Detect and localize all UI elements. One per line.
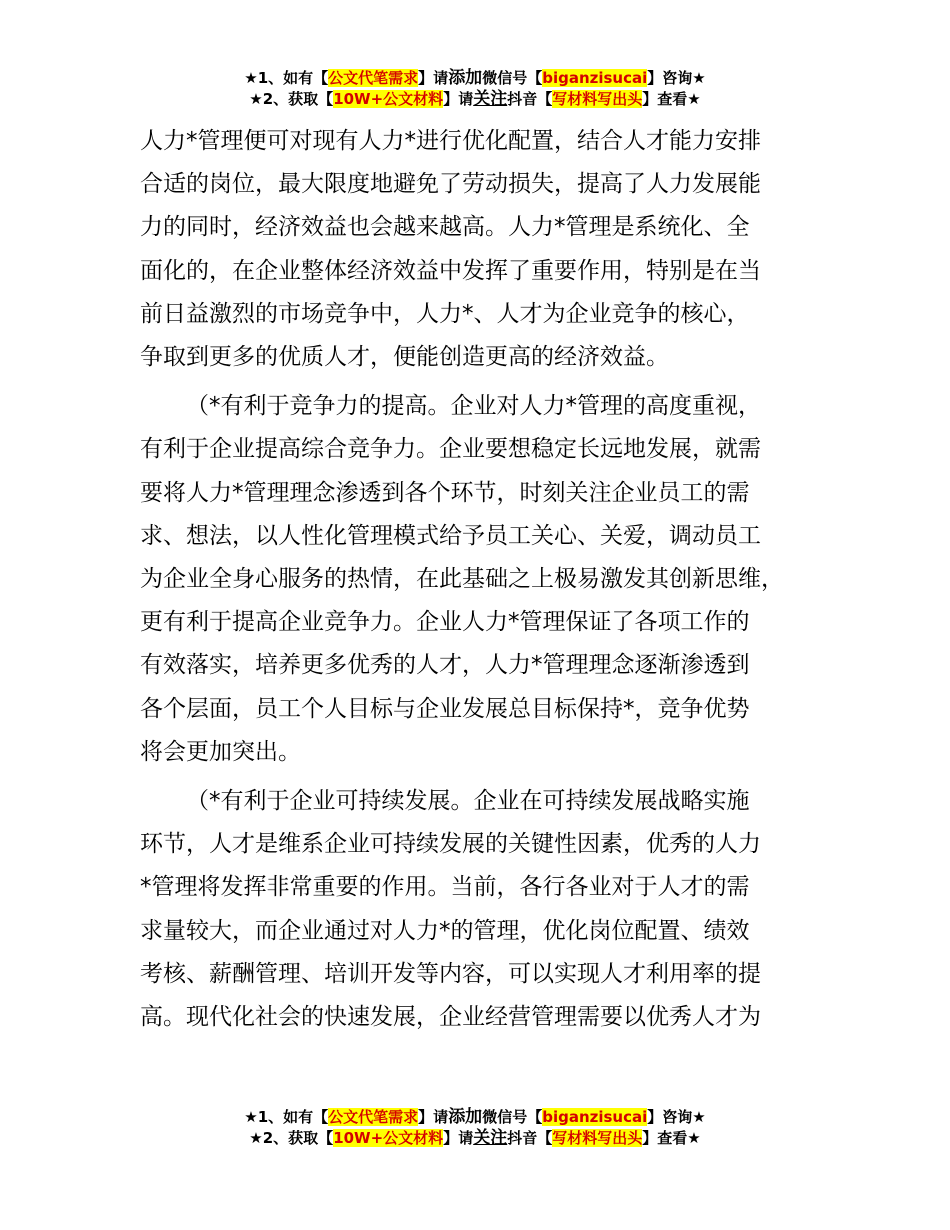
footer-douyin-name: 写材料写出头 (552, 1129, 643, 1147)
header-line-2-emphasis: 关注 (473, 89, 508, 109)
paragraph-2 (140, 385, 820, 774)
footer-line-1-highlight: 公文代笔需求 (328, 1108, 419, 1126)
text-line: （*有利于企业可持续发展。企业在可持续发展战略实施 (186, 788, 750, 815)
text-line: 高。现代化社会的快速发展，企业经营管理需要以优秀人才为 (140, 1004, 761, 1031)
text-line: 有利于企业提高综合竞争力。企业要想稳定长远地发展，就需 (140, 436, 761, 463)
paragraph-1 (140, 120, 820, 379)
text-line: 人力*管理便可对现有人力*进行优化配置，结合人才能力安排 (140, 128, 761, 154)
text-line: 将会更加突出。 (140, 738, 301, 765)
footer-line-2-text: 】请 (443, 1129, 474, 1147)
text-line: *管理将发挥非常重要的作用。当前，各行各业对于人才的需 (140, 874, 750, 901)
header-line-1-suffix: 】咨询★ (647, 69, 706, 87)
text-line: 要将人力*管理理念渗透到各个环节，时刻关注企业员工的需 (140, 479, 750, 506)
text-line: 面化的，在企业整体经济效益中发挥了重要作用，特别是在当 (140, 257, 761, 284)
text-line: 各个层面，员工个人目标与企业发展总目标保持*，竞争优势 (140, 695, 750, 722)
footer-wechat-id: biganzisucai (542, 1108, 648, 1126)
header-banner (0, 68, 950, 110)
header-line-1-prefix: ★1、如有【 (244, 69, 329, 87)
text-line: 有效落实，培养更多优秀的人才，人力*管理理念逐渐渗透到 (140, 652, 750, 679)
text-line: 求量较大，而企业通过对人力*的管理，优化岗位配置、绩效 (140, 917, 750, 944)
header-line-2-text-2: 抖音【 (507, 90, 553, 108)
header-line-2 (0, 89, 950, 110)
header-line-1-emphasis: 添加 (448, 68, 483, 88)
header-line-2-prefix: ★2、获取【 (249, 90, 334, 108)
text-line: 力的同时，经济效益也会越来越高。人力*管理是系统化、全 (140, 214, 750, 241)
text-line: 合适的岗位，最大限度地避免了劳动损失，提高了人力发展能 (140, 171, 761, 198)
footer-line-1-text: 】请 (418, 1108, 449, 1126)
header-line-2-highlight: 10W+公文材料 (333, 90, 444, 108)
text-line: 环节，人才是维系企业可持续发展的关键性因素，优秀的人力 (140, 831, 761, 858)
header-wechat-id: biganzisucai (542, 69, 648, 87)
header-line-1-text-2: 微信号【 (482, 69, 543, 87)
footer-line-1-suffix: 】咨询★ (647, 1108, 706, 1126)
footer-line-1 (0, 1107, 950, 1128)
text-line: 前日益激烈的市场竞争中，人力*、人才为企业竞争的核心， (140, 300, 750, 327)
text-line: （*有利于竞争力的提高。企业对人力*管理的高度重视， (186, 393, 761, 420)
header-line-2-suffix: 】查看★ (642, 90, 701, 108)
text-line: 争取到更多的优质人才，便能创造更高的经济效益。 (140, 344, 669, 371)
header-line-1-text: 】请 (418, 69, 449, 87)
header-line-2-text: 】请 (443, 90, 474, 108)
header-douyin-name: 写材料写出头 (552, 90, 643, 108)
text-line: 为企业全身心服务的热情，在此基础之上极易激发其创新思维， (140, 566, 784, 593)
header-line-1-highlight: 公文代笔需求 (328, 69, 419, 87)
footer-line-2-emphasis: 关注 (473, 1128, 508, 1148)
footer-banner (0, 1107, 950, 1149)
footer-line-1-emphasis: 添加 (448, 1107, 483, 1127)
footer-line-2-text-2: 抖音【 (507, 1129, 553, 1147)
footer-line-1-prefix: ★1、如有【 (244, 1108, 329, 1126)
text-line: 考核、薪酬管理、培训开发等内容，可以实现人才利用率的提 (140, 960, 761, 987)
footer-line-2-suffix: 】查看★ (642, 1129, 701, 1147)
text-line: 更有利于提高企业竞争力。企业人力*管理保证了各项工作的 (140, 609, 750, 636)
paragraph-3 (140, 780, 820, 1039)
footer-line-2-highlight: 10W+公文材料 (333, 1129, 444, 1147)
footer-line-2-prefix: ★2、获取【 (249, 1129, 334, 1147)
footer-line-2 (0, 1128, 950, 1149)
document-body (140, 120, 820, 1039)
footer-line-1-text-2: 微信号【 (482, 1108, 543, 1126)
header-line-1 (0, 68, 950, 89)
text-line: 求、想法，以人性化管理模式给予员工关心、关爱，调动员工 (140, 522, 761, 549)
